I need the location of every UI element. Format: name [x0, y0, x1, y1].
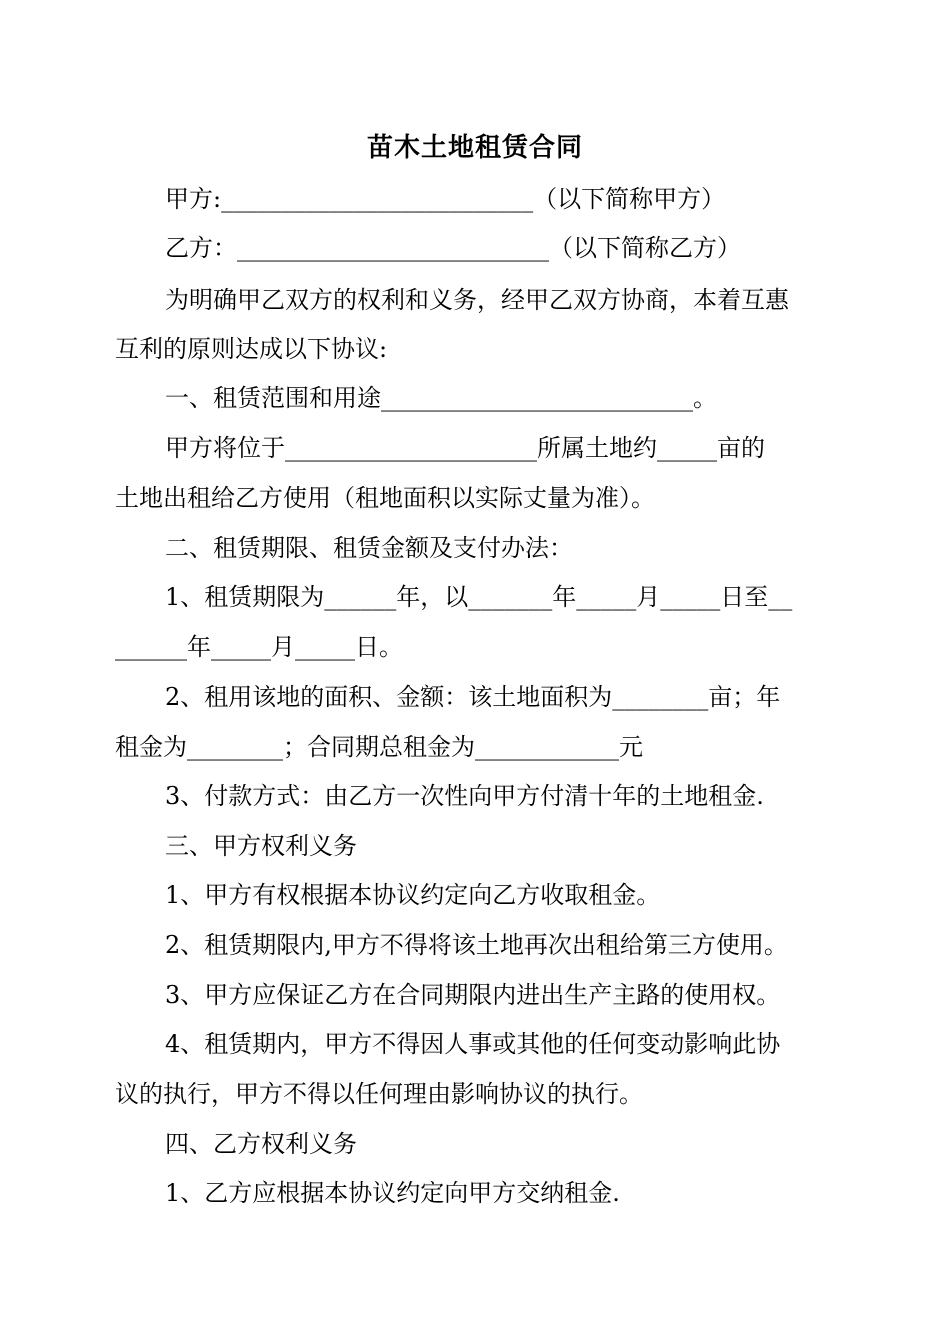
section-3-item-3: 3、甲方应保证乙方在合同期限内进出生产主路的使用权。 — [165, 981, 781, 1009]
section-1-heading: 一、租赁范围和用途__________________________。 — [165, 384, 717, 412]
section-4-item-1: 1、乙方应根据本协议约定向甲方交纳租金. — [165, 1179, 620, 1207]
preamble-line-2: 互利的原则达成以下协议: — [115, 335, 388, 363]
party-b-line: 乙方：__________________________（以下简称乙方） — [165, 234, 741, 262]
section-2-item-1-line-1: 1、租赁期限为______年，以_______年_____月_____日至__ — [165, 583, 793, 611]
section-2-heading: 二、租赁期限、租赁金额及支付办法： — [165, 534, 573, 562]
document-title: 苗木土地租赁合同 — [366, 133, 583, 163]
section-3-heading: 三、甲方权利义务 — [165, 832, 357, 860]
party-a-line: 甲方:__________________________（以下简称甲方） — [165, 185, 726, 213]
section-1-line-2: 土地出租给乙方使用（租地面积以实际丈量为准）。 — [115, 484, 655, 512]
section-4-heading: 四、乙方权利义务 — [165, 1130, 357, 1158]
section-3-item-1: 1、甲方有权根据本协议约定向乙方收取租金。 — [165, 881, 661, 909]
section-1-line-1: 甲方将位于_____________________所属土地约_____亩的 — [165, 434, 765, 462]
section-3-item-4-line-1: 4、租赁期内，甲方不得因人事或其他的任何变动影响此协 — [165, 1030, 781, 1058]
section-2-item-3: 3、付款方式：由乙方一次性向甲方付清十年的土地租金. — [165, 782, 764, 810]
section-2-item-2-line-2: 租金为________；合同期总租金为____________元 — [115, 733, 643, 761]
section-3-item-4-line-2: 议的执行，甲方不得以任何理由影响协议的执行。 — [115, 1080, 643, 1108]
section-3-item-2: 2、租赁期限内,甲方不得将该土地再次出租给第三方使用。 — [165, 931, 788, 959]
preamble-line-1: 为明确甲乙双方的权利和义务，经甲乙双方协商，本着互惠 — [165, 286, 789, 314]
section-2-item-1-line-2: ______年_____月_____日。 — [115, 633, 403, 661]
section-2-item-2-line-1: 2、租用该地的面积、金额：该土地面积为________亩；年 — [165, 683, 781, 711]
